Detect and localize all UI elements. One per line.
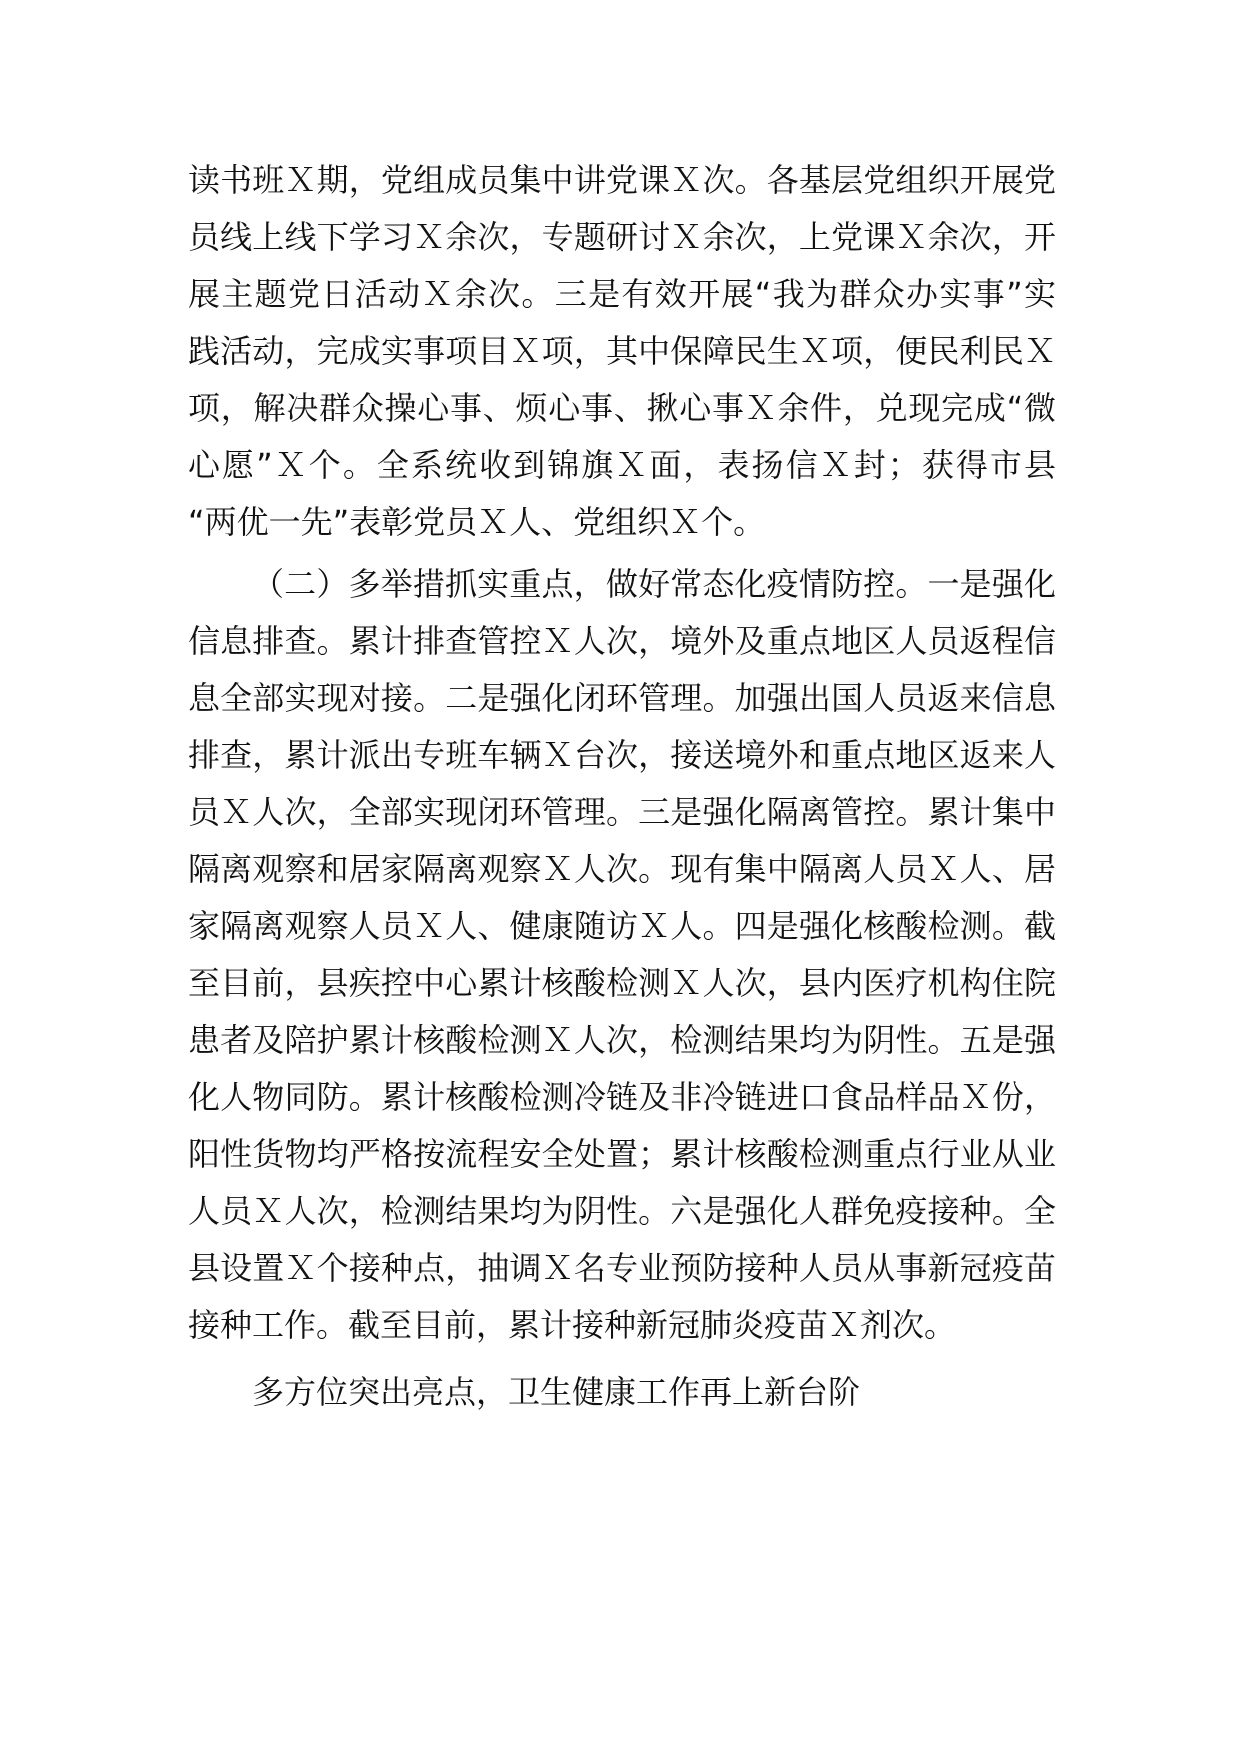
paragraph-line: 阳性货物均严格按流程安全处置；累计核酸检测重点行业从业 <box>188 1135 1056 1173</box>
paragraph-line: 至目前，县疾控中心累计核酸检测Ｘ人次，县内医疗机构住院 <box>188 964 1056 1002</box>
paragraph-line: 践活动，完成实事项目Ｘ项，其中保障民生Ｘ项，便民利民Ｘ <box>188 332 1056 370</box>
paragraph-line: 隔离观察和居家隔离观察Ｘ人次。现有集中隔离人员Ｘ人、居 <box>188 850 1056 888</box>
paragraph-line: 员线上线下学习Ｘ余次，专题研讨Ｘ余次，上党课Ｘ余次，开 <box>188 218 1056 256</box>
section-heading: 多方位突出亮点，卫生健康工作再上新台阶 <box>252 1373 861 1411</box>
paragraph-line: 家隔离观察人员Ｘ人、健康随访Ｘ人。四是强化核酸检测。截 <box>188 907 1056 945</box>
paragraph-line: 排查，累计派出专班车辆Ｘ台次，接送境外和重点地区返来人 <box>188 736 1056 774</box>
paragraph-line: 患者及陪护累计核酸检测Ｘ人次，检测结果均为阴性。五是强 <box>188 1021 1056 1059</box>
paragraph-line: 项，解决群众操心事、烦心事、揪心事Ｘ余件，兑现完成“微 <box>188 389 1056 427</box>
paragraph-line: “两优一先”表彰党员Ｘ人、党组织Ｘ个。 <box>188 503 766 541</box>
section-heading-line: （二）多举措抓实重点，做好常态化疫情防控。一是强化 <box>252 565 1056 603</box>
paragraph-line: 县设置Ｘ个接种点，抽调Ｘ名专业预防接种人员从事新冠疫苗 <box>188 1249 1056 1287</box>
paragraph-line: 息全部实现对接。二是强化闭环管理。加强出国人员返来信息 <box>188 679 1056 717</box>
paragraph-line: 信息排查。累计排查管控Ｘ人次，境外及重点地区人员返程信 <box>188 622 1056 660</box>
paragraph-line: 人员Ｘ人次，检测结果均为阴性。六是强化人群免疫接种。全 <box>188 1192 1056 1230</box>
paragraph-line: 员Ｘ人次，全部实现闭环管理。三是强化隔离管控。累计集中 <box>188 793 1056 831</box>
paragraph-line: 化人物同防。累计核酸检测冷链及非冷链进口食品样品Ｘ份， <box>188 1078 1056 1116</box>
paragraph-line: 接种工作。截至目前，累计接种新冠肺炎疫苗Ｘ剂次。 <box>188 1306 957 1344</box>
paragraph-line: 心愿”Ｘ个。全系统收到锦旗Ｘ面，表扬信Ｘ封；获得市县 <box>188 446 1056 484</box>
paragraph-line: 读书班Ｘ期，党组成员集中讲党课Ｘ次。各基层党组织开展党 <box>188 161 1056 199</box>
paragraph-line: 展主题党日活动Ｘ余次。三是有效开展“我为群众办实事”实 <box>188 275 1056 313</box>
